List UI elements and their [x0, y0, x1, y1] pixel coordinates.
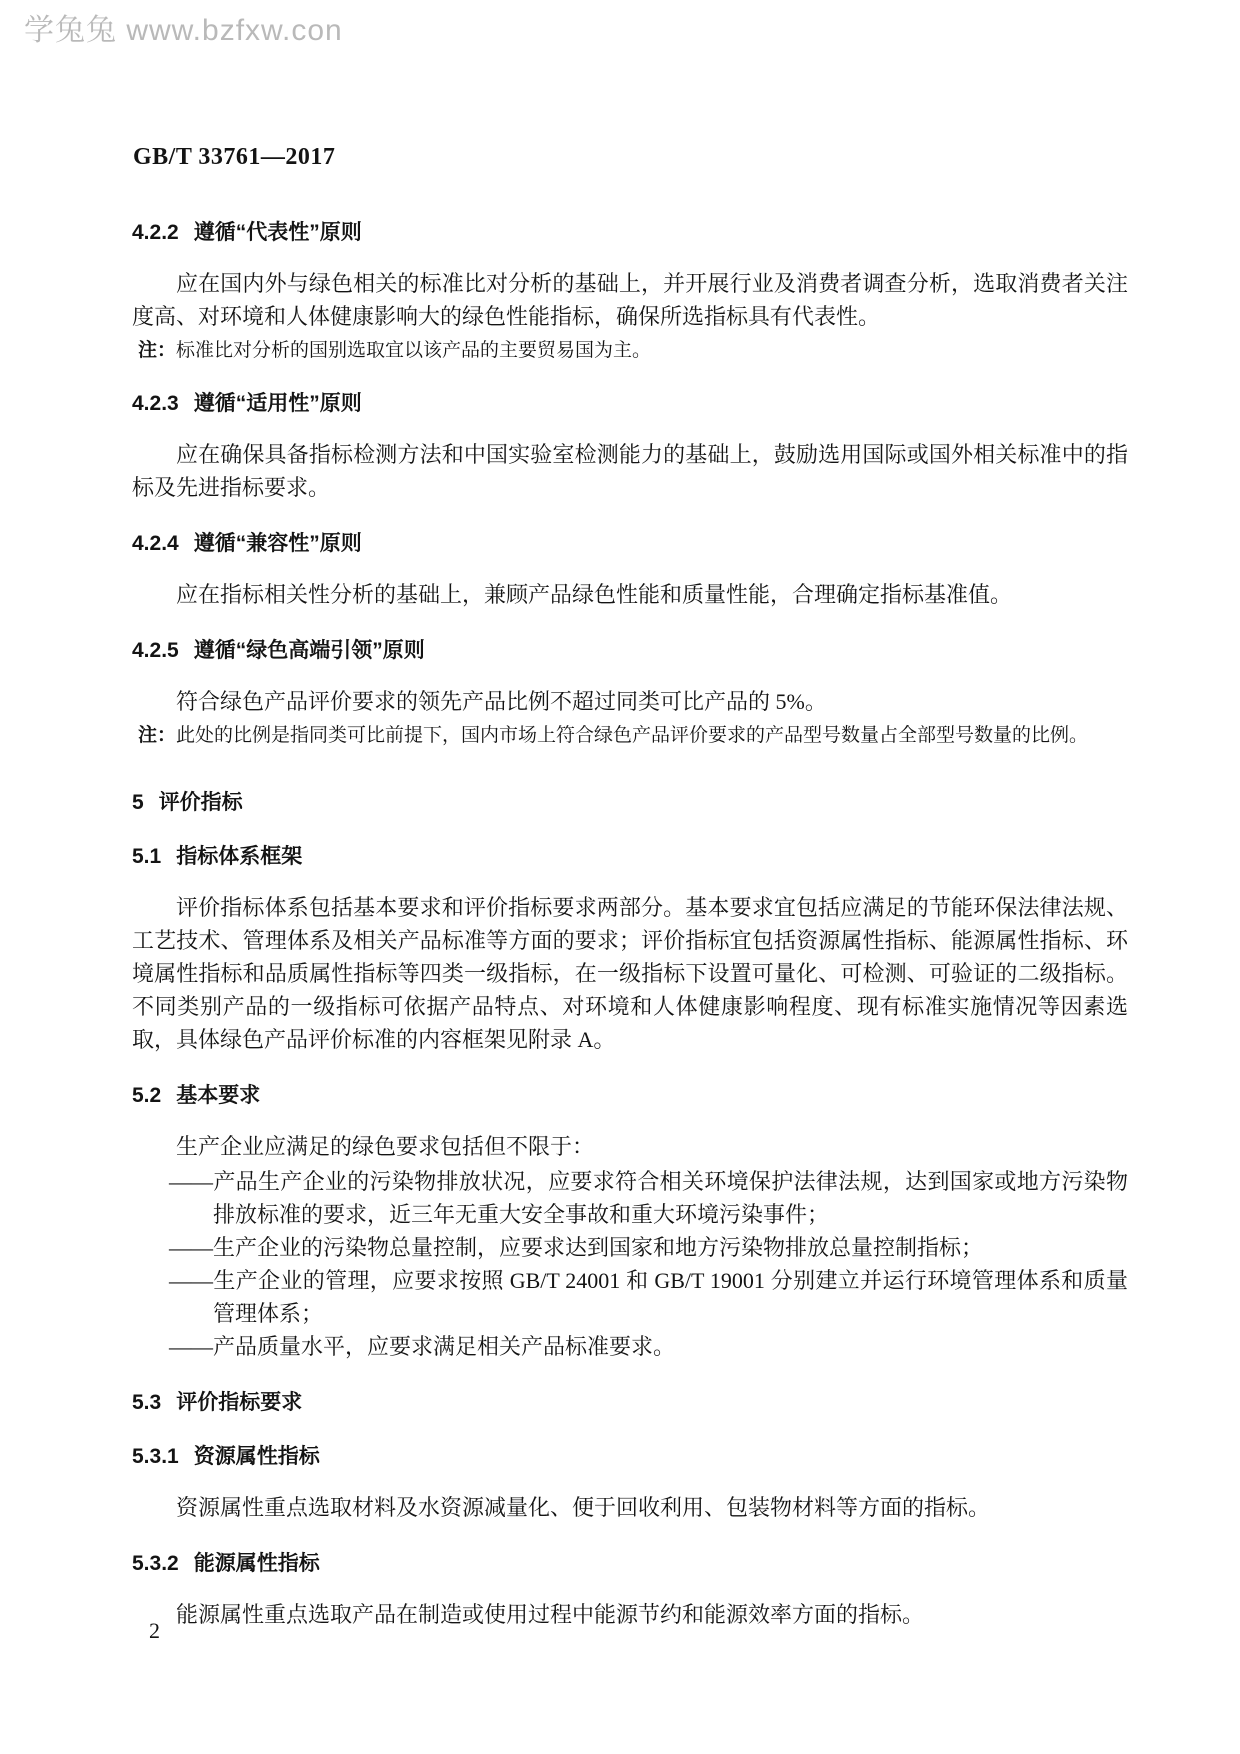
- doc-number-header: GB/T 33761—2017: [133, 144, 336, 170]
- section-heading-5-2: [132, 1082, 1128, 1110]
- section-number: 5.3: [132, 1391, 162, 1414]
- section-heading-5-1: [132, 843, 1128, 871]
- paragraph: 评价指标体系包括基本要求和评价指标要求两部分。基本要求宜包括应满足的节能环保法律法规、工艺技术、管理体系及相关产品标准等方面的要求；评价指标宜包括资源属性指标、能源属性指标、环境属性指标和品质属性指标等四类一级指标，在一级指标下设置可量化、可检测、可验证的二级指标。不同类别产品的一级指标可依据产品特点、对环境和人体健康影响程度、现有标准实施情况等因素选取，具体绿色产品评价标准的内容框架见附录 A。: [132, 895, 1128, 1052]
- paragraph: 生产企业应满足的绿色要求包括但不限于：: [176, 1134, 595, 1159]
- section-title: 能源属性指标: [193, 1552, 320, 1575]
- section-heading-5-3-1: [132, 1443, 1128, 1471]
- chapter-title: 评价指标: [158, 791, 243, 814]
- chapter-heading-5: [132, 789, 1128, 817]
- section-number: 5.2: [132, 1084, 162, 1107]
- section-heading-4-2-5: [132, 637, 1128, 665]
- paragraph: 资源属性重点选取材料及水资源减量化、便于回收利用、包装物材料等方面的指标。: [176, 1495, 991, 1520]
- section-title: 遵循“适用性”原则: [193, 392, 362, 415]
- section-title: 评价指标要求: [176, 1391, 303, 1414]
- dash-list: [132, 1165, 1128, 1363]
- list-item: ——产品质量水平，应要求满足相关产品标准要求。: [169, 1334, 676, 1359]
- section-title: 遵循“兼容性”原则: [193, 532, 362, 555]
- paragraph: 应在指标相关性分析的基础上，兼顾产品绿色性能和质量性能，合理确定指标基准值。: [176, 582, 1013, 607]
- paragraph: 应在确保具备指标检测方法和中国实验室检测能力的基础上，鼓励选用国际或国外相关标准中的指标及先进指标要求。: [132, 442, 1128, 500]
- note: [132, 338, 1128, 364]
- list-item: ——生产企业的污染物总量控制，应要求达到国家和地方污染物排放总量控制指标；: [169, 1235, 984, 1260]
- section-number: 5.3.1: [132, 1445, 179, 1468]
- section-number: 4.2.4: [132, 532, 179, 555]
- list-item: ——产品生产企业的污染物排放状况，应要求符合相关环境保护法律法规，达到国家或地方污染物排放标准的要求，近三年无重大安全事故和重大环境污染事件；: [169, 1169, 1128, 1227]
- note-label: 注：: [138, 340, 177, 361]
- section-number: 4.2.5: [132, 639, 179, 662]
- section-title: 基本要求: [176, 1084, 261, 1107]
- paragraph: 符合绿色产品评价要求的领先产品比例不超过同类可比产品的 5%。: [176, 689, 827, 714]
- list-item: ——生产企业的管理，应要求按照 GB/T 24001 和 GB/T 19001 分别建立并运行环境管理体系和质量管理体系；: [169, 1268, 1128, 1326]
- note-text: 标准比对分析的国别选取宜以该产品的主要贸易国为主。: [176, 340, 652, 361]
- section-number: 5.1: [132, 845, 162, 868]
- section-heading-5-3-2: [132, 1550, 1128, 1578]
- note-text: 此处的比例是指同类可比前提下，国内市场上符合绿色产品评价要求的产品型号数量占全部型号数量的比例。: [176, 725, 1089, 746]
- page-number: 2: [149, 1618, 160, 1643]
- section-title: 遵循“绿色高端引领”原则: [193, 639, 425, 662]
- section-number: 5.3.2: [132, 1552, 179, 1575]
- note: [132, 723, 1128, 749]
- paragraph: 应在国内外与绿色相关的标准比对分析的基础上，并开展行业及消费者调查分析，选取消费者关注度高、对环境和人体健康影响大的绿色性能指标，确保所选指标具有代表性。: [132, 271, 1128, 329]
- chapter-number: 5: [132, 791, 144, 814]
- section-title: 遵循“代表性”原则: [193, 221, 362, 244]
- section-heading-4-2-2: [132, 219, 1128, 247]
- section-number: 4.2.2: [132, 221, 179, 244]
- section-heading-4-2-3: [132, 390, 1128, 418]
- section-number: 4.2.3: [132, 392, 179, 415]
- section-title: 资源属性指标: [193, 1445, 320, 1468]
- section-heading-5-3: [132, 1389, 1128, 1417]
- watermark: 学兔兔 www.bzfxw.con: [24, 14, 343, 47]
- page-content: [132, 219, 1128, 1631]
- section-title: 指标体系框架: [176, 845, 303, 868]
- note-label: 注：: [138, 725, 177, 746]
- section-heading-4-2-4: [132, 530, 1128, 558]
- paragraph: 能源属性重点选取产品在制造或使用过程中能源节约和能源效率方面的指标。: [176, 1602, 925, 1627]
